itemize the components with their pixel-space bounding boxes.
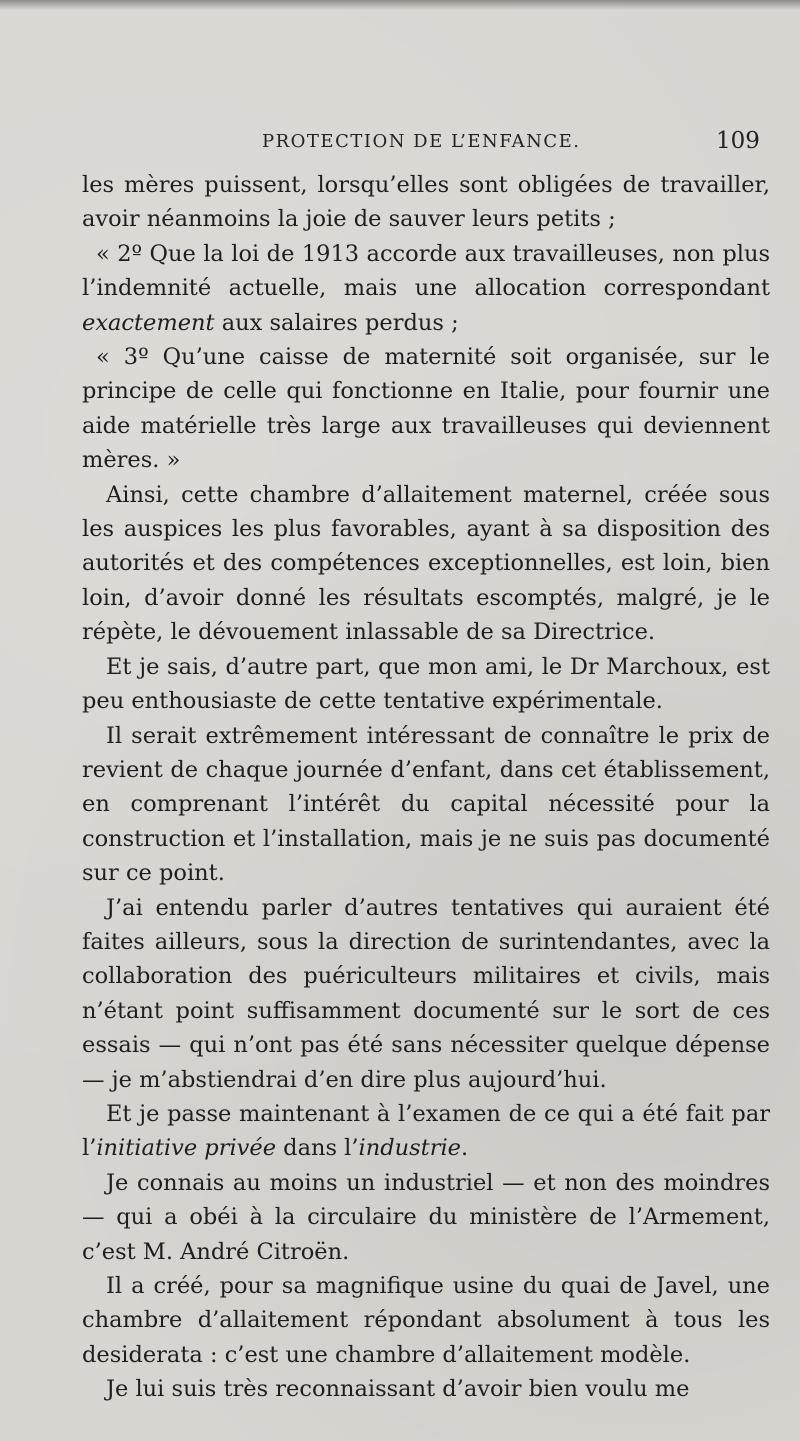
paragraph: Ainsi, cette chambre d’allaitement maternel, créée sous les auspices les plus favorables, ayant à sa disposition des autorités et des compétences exceptionnelles, est loin, bien loin, d’avoir donné les résultats escomptés, malgré, je le répète, le dévouement inlassable de sa Directrice. [82, 481, 770, 646]
emphasis-industrie: industrie [358, 1135, 461, 1162]
quote-item-3: « 3º Qu’une caisse de maternité soit organisée, sur le principe de celle qui fonctionne en Italie, pour fournir une aide matérielle très large aux travailleuses qui deviennent mères. » [82, 344, 770, 474]
paragraph-text: dans l’ [276, 1135, 359, 1162]
emphasis-exactement: exactement [82, 309, 215, 336]
body-text [82, 168, 770, 1407]
paragraph: J’ai entendu parler d’autres tentatives qui auraient été faites ailleurs, sous la direction de surintendantes, avec la collaboration des puériculteurs militaires et civils, mais n’étant point suffisamment documenté sur le sort de ces essais — qui n’ont pas été sans nécessiter quelque dépense — je m’abstiendrai d’en dire plus aujourd’hui. [82, 894, 770, 1093]
quote-text: « 2º Que la loi de 1913 accorde aux travailleuses, non plus l’indemnité actuelle, mais une allocation correspondant [82, 240, 770, 302]
paragraph-initiative [82, 1097, 770, 1166]
page-edge-shadow [0, 0, 800, 10]
paragraph-last-line: Je lui suis très reconnaissant d’avoir bien voulu me [106, 1376, 690, 1403]
emphasis-initiative-privee: initiative privée [96, 1135, 277, 1162]
paragraph-text: . [460, 1135, 469, 1162]
quote-text: aux salaires perdus ; [214, 309, 459, 336]
running-header: PROTECTION DE L’ENFANCE. [262, 131, 581, 152]
quote-item-2 [82, 237, 770, 340]
paragraph-continuation: les mères puissent, lorsqu’elles sont obligées de travailler, avoir néanmoins la joie de sauver leurs petits ; [82, 172, 770, 233]
paragraph: Il a créé, pour sa magnifique usine du quai de Javel, une chambre d’allaitement répondant absolument à tous les desiderata : c’est une chambre d’allaitement modèle. [82, 1273, 770, 1368]
paragraph-text: Et je passe maintenant à l’examen de ce qui a été fait par l’ [82, 1100, 770, 1162]
paragraph: Je connais au moins un industriel — et non des moindres — qui a obéi à la circulaire du ministère de l’Armement, c’est M. André Citroën. [82, 1169, 770, 1265]
paragraph: Il serait extrêmement intéressant de connaître le prix de revient de chaque journée d’enfant, dans cet établissement, en comprenant l’intérêt du capital nécessité pour la construction et l’installation, mais je ne suis pas documenté sur ce point. [82, 722, 770, 887]
paragraph: Et je sais, d’autre part, que mon ami, le Dr Marchoux, est peu enthousiaste de cette tentative expérimentale. [82, 653, 770, 715]
page-number: 109 [716, 128, 760, 154]
